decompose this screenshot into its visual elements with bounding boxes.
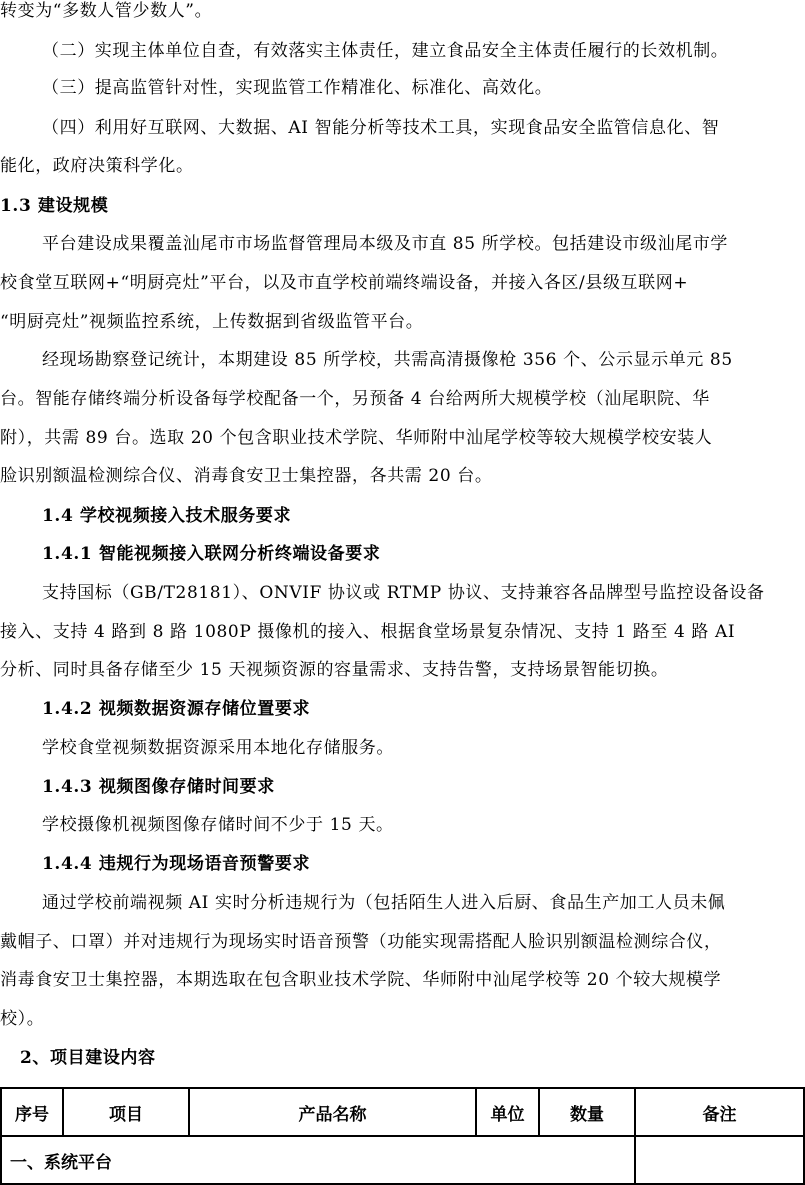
column-header-product-name: 产品名称: [189, 1088, 476, 1136]
paragraph-line: 消毒食安卫士集控器，本期选取在包含职业技术学院、华师附中汕尾学校等 20 个较大规模学: [0, 970, 722, 990]
paragraph-line: 接入、支持 4 路到 8 路 1080P 摄像机的接入、根据食堂场景复杂情况、支持 1 路至 4 路 AI: [0, 622, 736, 642]
section-heading: 1.3 建设规模: [0, 196, 109, 216]
table-row: [1, 1136, 804, 1184]
subsection-heading: 1.4.1 智能视频接入联网分析终端设备要求: [42, 544, 381, 564]
paragraph-line: 学校摄像机视频图像存储时间不少于 15 天。: [42, 815, 394, 835]
paragraph-line: 校）。: [0, 1009, 45, 1029]
column-header-project: 项目: [63, 1088, 189, 1136]
subsection-heading: 1.4.4 违规行为现场语音预警要求: [42, 854, 311, 874]
paragraph-line: （四）利用好互联网、大数据、AI 智能分析等技术工具，实现食品安全监管信息化、智: [42, 118, 720, 138]
paragraph-line: 通过学校前端视频 AI 实时分析违规行为（包括陌生人进入后厨、食品生产加工人员未佩: [42, 893, 726, 913]
paragraph-line: 经现场勘察登记统计，本期建设 85 所学校，共需高清摄像枪 356 个、公示显示单元 85: [42, 350, 733, 370]
paragraph-line: 平台建设成果覆盖汕尾市市场监督管理局本级及市直 85 所学校。包括建设市级汕尾市学: [42, 234, 729, 254]
subsection-heading: 1.4.3 视频图像存储时间要求: [42, 777, 275, 797]
paragraph-line: 学校食堂视频数据资源采用本地化存储服务。: [42, 738, 394, 758]
paragraph-line: 脸识别额温检测综合仪、消毒食安卫士集控器，各共需 20 台。: [0, 466, 493, 486]
section-heading: 2、项目建设内容: [20, 1048, 156, 1068]
paragraph-line: 戴帽子、口罩）并对违规行为现场实时语音预警（功能实现需搭配人脸识别额温检测综合仪，: [0, 932, 722, 952]
paragraph-line: 校食堂互联网+“明厨亮灶”平台，以及市直学校前端终端设备，并接入各区/县级互联网+: [0, 273, 689, 293]
column-header-index: 序号: [1, 1088, 63, 1136]
paragraph-line: 附），共需 89 台。选取 20 个包含职业技术学院、华师附中汕尾学校等较大规模学校安装人: [0, 428, 713, 448]
subsection-heading: 1.4.2 视频数据资源存储位置要求: [42, 699, 311, 719]
table-cell-remarks: [635, 1136, 804, 1184]
column-header-remarks: 备注: [635, 1088, 804, 1136]
section-heading: 1.4 学校视频接入技术服务要求: [42, 506, 292, 526]
paragraph-line: 台。智能存储终端分析设备每学校配备一个，另预备 4 台给两所大规模学校（汕尾职院、华: [0, 389, 710, 409]
paragraph-line: “明厨亮灶”视频监控系统，上传数据到省级监管平台。: [0, 312, 424, 332]
column-header-unit: 单位: [476, 1088, 539, 1136]
table-header-row: [1, 1088, 804, 1136]
column-header-quantity: 数量: [539, 1088, 635, 1136]
paragraph-line: （三）提高监管针对性，实现监管工作精准化、标准化、高效化。: [42, 78, 553, 98]
paragraph-line: 能化，政府决策科学化。: [0, 156, 194, 176]
paragraph-line: 支持国标（GB/T28181）、ONVIF 协议或 RTMP 协议、支持兼容各品牌型号监控设备设备: [42, 583, 765, 603]
paragraph-line: （二）实现主体单位自查，有效落实主体责任，建立食品安全主体责任履行的长效机制。: [42, 41, 729, 61]
paragraph-line: 转变为“多数人管少数人”。: [0, 1, 213, 21]
project-items-table: [0, 1087, 805, 1185]
paragraph-line: 分析、同时具备存储至少 15 天视频资源的容量需求、支持告警，支持场景智能切换。: [0, 660, 669, 680]
table-section-cell: 一、系统平台: [1, 1136, 635, 1184]
